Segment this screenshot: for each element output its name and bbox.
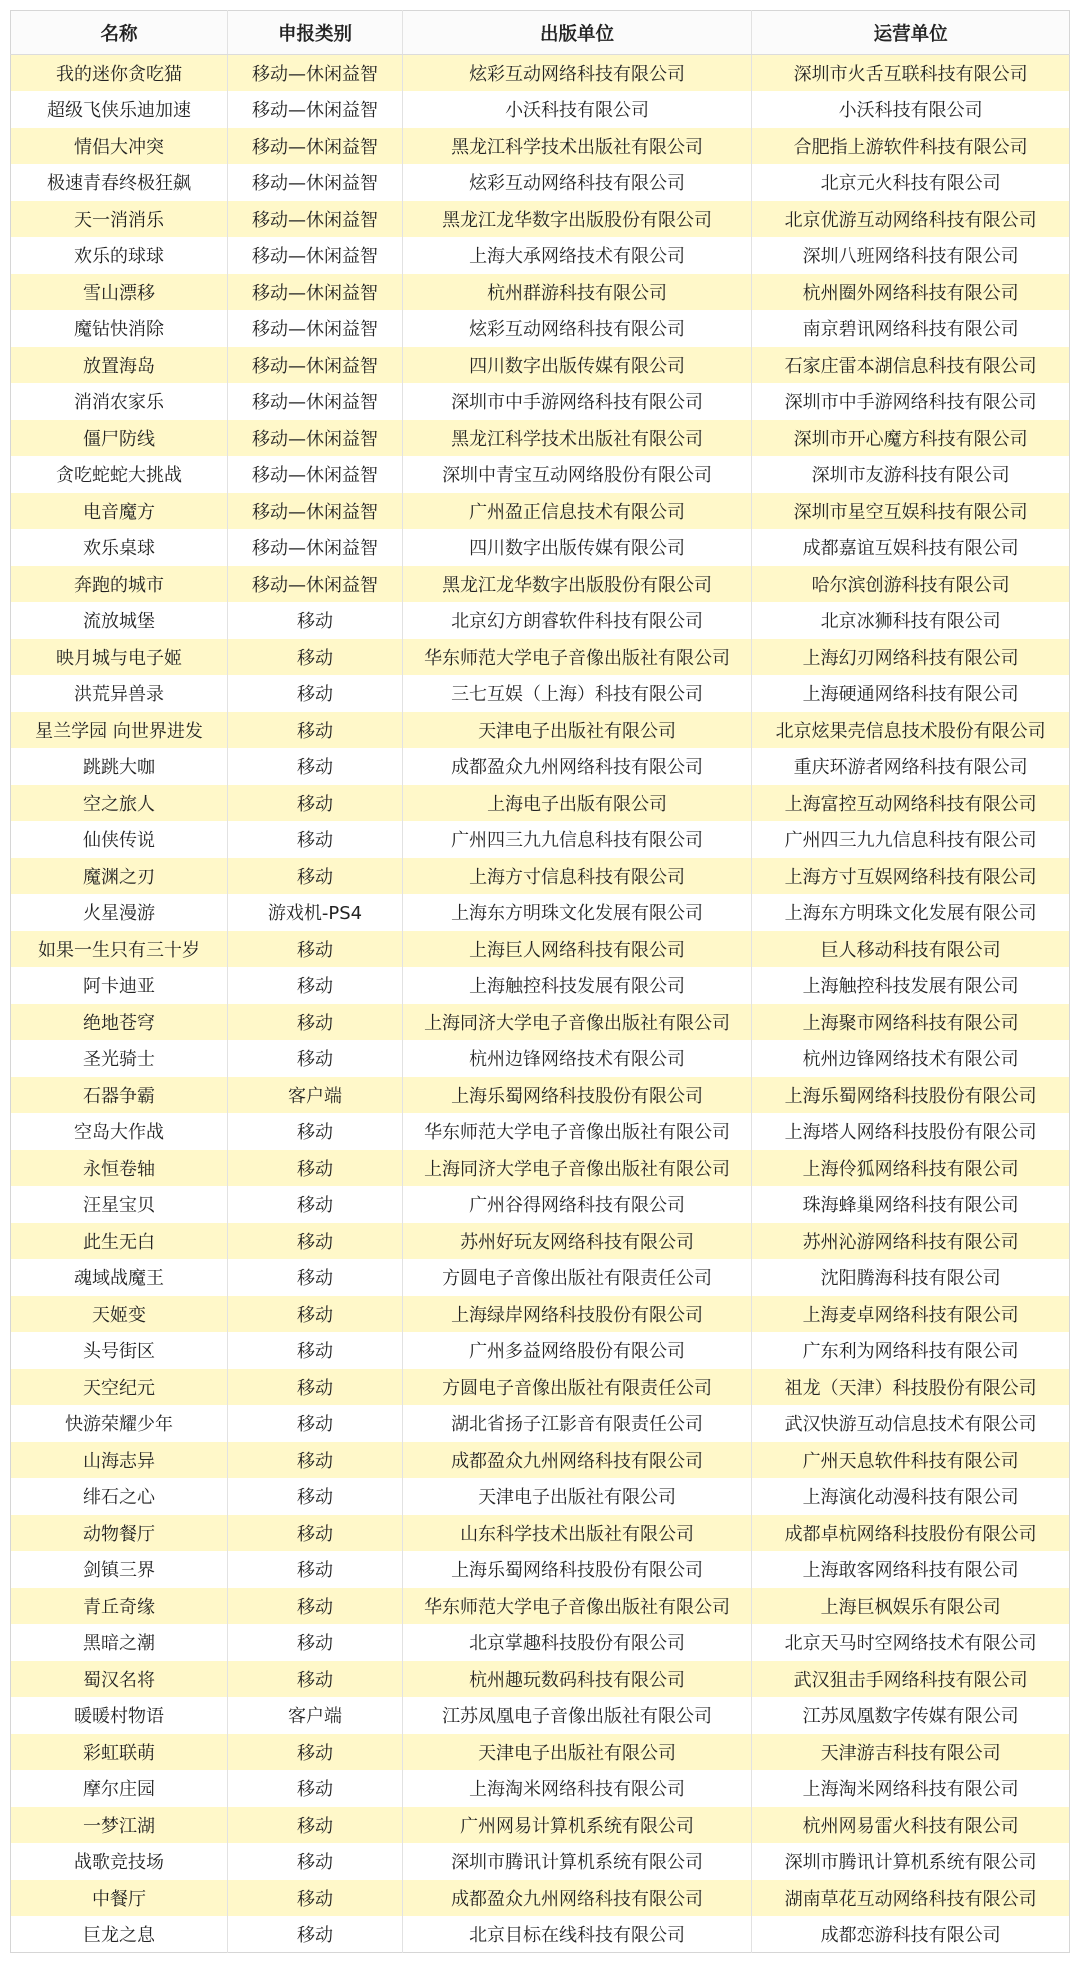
- cell-name: 天空纪元: [11, 1369, 228, 1406]
- cell-name: 汪星宝贝: [11, 1186, 228, 1223]
- table-row: [11, 1040, 1070, 1077]
- table-row: [11, 1186, 1070, 1223]
- cell-publisher: 天津电子出版社有限公司: [402, 712, 751, 749]
- cell-category: 移动—休闲益智: [228, 201, 403, 238]
- cell-name: 欢乐的球球: [11, 237, 228, 274]
- cell-operator: 珠海蜂巢网络科技有限公司: [752, 1186, 1070, 1223]
- table-row: [11, 274, 1070, 311]
- cell-category: 移动: [228, 1770, 403, 1807]
- cell-operator: 深圳市开心魔方科技有限公司: [752, 420, 1070, 457]
- cell-operator: 杭州圈外网络科技有限公司: [752, 274, 1070, 311]
- cell-category: 移动: [228, 639, 403, 676]
- cell-operator: 祖龙（天津）科技股份有限公司: [752, 1369, 1070, 1406]
- cell-publisher: 华东师范大学电子音像出版社有限公司: [402, 639, 751, 676]
- cell-name: 圣光骑士: [11, 1040, 228, 1077]
- table-row: [11, 1369, 1070, 1406]
- cell-operator: 南京碧讯网络科技有限公司: [752, 310, 1070, 347]
- table-row: [11, 748, 1070, 785]
- cell-name: 暖暖村物语: [11, 1697, 228, 1734]
- cell-category: 游戏机-PS4: [228, 894, 403, 931]
- cell-name: 奔跑的城市: [11, 566, 228, 603]
- cell-operator: 广州天息软件科技有限公司: [752, 1442, 1070, 1479]
- cell-operator: 广州四三九九信息科技有限公司: [752, 821, 1070, 858]
- cell-operator: 深圳市星空互娱科技有限公司: [752, 493, 1070, 530]
- cell-name: 战歌竞技场: [11, 1843, 228, 1880]
- table-row: [11, 310, 1070, 347]
- cell-category: 移动: [228, 1843, 403, 1880]
- cell-operator: 上海演化动漫科技有限公司: [752, 1478, 1070, 1515]
- cell-category: 移动: [228, 1624, 403, 1661]
- cell-operator: 北京元火科技有限公司: [752, 164, 1070, 201]
- cell-publisher: 湖北省扬子江影音有限责任公司: [402, 1405, 751, 1442]
- cell-category: 移动: [228, 1588, 403, 1625]
- table-row: [11, 1588, 1070, 1625]
- cell-publisher: 广州网易计算机系统有限公司: [402, 1807, 751, 1844]
- table-row: [11, 420, 1070, 457]
- cell-operator: 上海麦卓网络科技有限公司: [752, 1296, 1070, 1333]
- cell-name: 绯石之心: [11, 1478, 228, 1515]
- table-row: [11, 566, 1070, 603]
- cell-name: 如果一生只有三十岁: [11, 931, 228, 968]
- cell-operator: 上海东方明珠文化发展有限公司: [752, 894, 1070, 931]
- cell-name: 欢乐桌球: [11, 529, 228, 566]
- table-row: [11, 237, 1070, 274]
- cell-operator: 深圳市中手游网络科技有限公司: [752, 383, 1070, 420]
- table-row: [11, 1880, 1070, 1917]
- cell-operator: 杭州边锋网络技术有限公司: [752, 1040, 1070, 1077]
- cell-publisher: 上海电子出版有限公司: [402, 785, 751, 822]
- cell-category: 移动: [228, 858, 403, 895]
- table-row: [11, 1624, 1070, 1661]
- cell-category: 移动: [228, 1661, 403, 1698]
- cell-operator: 广东利为网络科技有限公司: [752, 1332, 1070, 1369]
- cell-operator: 湖南草花互动网络科技有限公司: [752, 1880, 1070, 1917]
- cell-name: 彩虹联萌: [11, 1734, 228, 1771]
- table-row: [11, 1296, 1070, 1333]
- cell-name: 雪山漂移: [11, 274, 228, 311]
- cell-name: 摩尔庄园: [11, 1770, 228, 1807]
- cell-publisher: 方圆电子音像出版社有限责任公司: [402, 1259, 751, 1296]
- cell-category: 移动: [228, 821, 403, 858]
- cell-operator: 成都恋游科技有限公司: [752, 1916, 1070, 1953]
- cell-operator: 小沃科技有限公司: [752, 91, 1070, 128]
- cell-operator: 上海乐蜀网络科技股份有限公司: [752, 1077, 1070, 1114]
- table-row: [11, 529, 1070, 566]
- cell-publisher: 山东科学技术出版社有限公司: [402, 1515, 751, 1552]
- cell-category: 移动: [228, 1296, 403, 1333]
- cell-category: 移动—休闲益智: [228, 164, 403, 201]
- table-row: [11, 1661, 1070, 1698]
- cell-name: 头号街区: [11, 1332, 228, 1369]
- cell-category: 移动: [228, 712, 403, 749]
- cell-operator: 上海幻刃网络科技有限公司: [752, 639, 1070, 676]
- cell-operator: 武汉狙击手网络科技有限公司: [752, 1661, 1070, 1698]
- cell-name: 魔渊之刃: [11, 858, 228, 895]
- cell-operator: 上海硬通网络科技有限公司: [752, 675, 1070, 712]
- game-approval-table: [10, 10, 1070, 1953]
- cell-name: 跳跳大咖: [11, 748, 228, 785]
- cell-publisher: 上海东方明珠文化发展有限公司: [402, 894, 751, 931]
- cell-name: 火星漫游: [11, 894, 228, 931]
- cell-category: 客户端: [228, 1697, 403, 1734]
- cell-publisher: 上海淘米网络科技有限公司: [402, 1770, 751, 1807]
- table-row: [11, 675, 1070, 712]
- table-row: [11, 1405, 1070, 1442]
- table-row: [11, 1551, 1070, 1588]
- cell-name: 山海志异: [11, 1442, 228, 1479]
- cell-operator: 上海塔人网络科技股份有限公司: [752, 1113, 1070, 1150]
- table-row: [11, 858, 1070, 895]
- table-row: [11, 1150, 1070, 1187]
- cell-category: 移动—休闲益智: [228, 55, 403, 92]
- cell-publisher: 杭州边锋网络技术有限公司: [402, 1040, 751, 1077]
- header-category: 申报类别: [228, 11, 403, 55]
- cell-publisher: 杭州群游科技有限公司: [402, 274, 751, 311]
- cell-publisher: 上海乐蜀网络科技股份有限公司: [402, 1077, 751, 1114]
- cell-publisher: 成都盈众九州网络科技有限公司: [402, 1442, 751, 1479]
- table-row: [11, 1807, 1070, 1844]
- cell-publisher: 成都盈众九州网络科技有限公司: [402, 748, 751, 785]
- cell-name: 阿卡迪亚: [11, 967, 228, 1004]
- cell-category: 移动: [228, 1113, 403, 1150]
- cell-publisher: 北京掌趣科技股份有限公司: [402, 1624, 751, 1661]
- cell-name: 黑暗之潮: [11, 1624, 228, 1661]
- cell-publisher: 华东师范大学电子音像出版社有限公司: [402, 1588, 751, 1625]
- cell-category: 移动: [228, 1040, 403, 1077]
- cell-name: 一梦江湖: [11, 1807, 228, 1844]
- cell-operator: 深圳市火舌互联科技有限公司: [752, 55, 1070, 92]
- cell-operator: 上海富控互动网络科技有限公司: [752, 785, 1070, 822]
- table-row: [11, 1077, 1070, 1114]
- cell-category: 移动: [228, 931, 403, 968]
- table-row: [11, 493, 1070, 530]
- cell-name: 映月城与电子姬: [11, 639, 228, 676]
- cell-operator: 武汉快游互动信息技术有限公司: [752, 1405, 1070, 1442]
- cell-name: 空之旅人: [11, 785, 228, 822]
- cell-category: 移动—休闲益智: [228, 237, 403, 274]
- cell-operator: 江苏凤凰数字传媒有限公司: [752, 1697, 1070, 1734]
- table-row: [11, 967, 1070, 1004]
- cell-name: 绝地苍穹: [11, 1004, 228, 1041]
- cell-operator: 北京炫果壳信息技术股份有限公司: [752, 712, 1070, 749]
- cell-operator: 深圳市腾讯计算机系统有限公司: [752, 1843, 1070, 1880]
- table-row: [11, 1113, 1070, 1150]
- cell-name: 僵尸防线: [11, 420, 228, 457]
- cell-publisher: 深圳市腾讯计算机系统有限公司: [402, 1843, 751, 1880]
- cell-category: 移动: [228, 967, 403, 1004]
- cell-name: 天姬变: [11, 1296, 228, 1333]
- cell-publisher: 上海触控科技发展有限公司: [402, 967, 751, 1004]
- cell-operator: 重庆环游者网络科技有限公司: [752, 748, 1070, 785]
- table-row: [11, 347, 1070, 384]
- cell-publisher: 北京幻方朗睿软件科技有限公司: [402, 602, 751, 639]
- cell-operator: 深圳八班网络科技有限公司: [752, 237, 1070, 274]
- cell-publisher: 成都盈众九州网络科技有限公司: [402, 1880, 751, 1917]
- cell-publisher: 北京目标在线科技有限公司: [402, 1916, 751, 1953]
- cell-category: 移动: [228, 785, 403, 822]
- cell-category: 移动: [228, 1880, 403, 1917]
- cell-category: 移动: [228, 1405, 403, 1442]
- cell-name: 洪荒异兽录: [11, 675, 228, 712]
- cell-category: 移动: [228, 1551, 403, 1588]
- cell-name: 超级飞侠乐迪加速: [11, 91, 228, 128]
- cell-category: 移动: [228, 1478, 403, 1515]
- cell-operator: 石家庄雷本湖信息科技有限公司: [752, 347, 1070, 384]
- cell-publisher: 上海巨人网络科技有限公司: [402, 931, 751, 968]
- cell-name: 情侣大冲突: [11, 128, 228, 165]
- cell-publisher: 华东师范大学电子音像出版社有限公司: [402, 1113, 751, 1150]
- cell-name: 贪吃蛇蛇大挑战: [11, 456, 228, 493]
- table-row: [11, 201, 1070, 238]
- table-row: [11, 456, 1070, 493]
- cell-publisher: 黑龙江龙华数字出版股份有限公司: [402, 201, 751, 238]
- cell-category: 移动—休闲益智: [228, 529, 403, 566]
- table-row: [11, 712, 1070, 749]
- cell-category: 移动: [228, 675, 403, 712]
- cell-category: 移动: [228, 1004, 403, 1041]
- cell-publisher: 上海方寸信息科技有限公司: [402, 858, 751, 895]
- cell-category: 移动: [228, 1515, 403, 1552]
- cell-operator: 深圳市友游科技有限公司: [752, 456, 1070, 493]
- cell-name: 青丘奇缘: [11, 1588, 228, 1625]
- cell-operator: 杭州网易雷火科技有限公司: [752, 1807, 1070, 1844]
- cell-operator: 北京优游互动网络科技有限公司: [752, 201, 1070, 238]
- cell-publisher: 黑龙江科学技术出版社有限公司: [402, 420, 751, 457]
- cell-name: 蜀汉名将: [11, 1661, 228, 1698]
- cell-category: 移动: [228, 1259, 403, 1296]
- cell-publisher: 上海绿岸网络科技股份有限公司: [402, 1296, 751, 1333]
- table-row: [11, 639, 1070, 676]
- cell-category: 移动—休闲益智: [228, 310, 403, 347]
- cell-publisher: 广州谷得网络科技有限公司: [402, 1186, 751, 1223]
- cell-category: 移动: [228, 1150, 403, 1187]
- cell-operator: 上海聚市网络科技有限公司: [752, 1004, 1070, 1041]
- cell-operator: 上海触控科技发展有限公司: [752, 967, 1070, 1004]
- table-row: [11, 1770, 1070, 1807]
- cell-publisher: 广州四三九九信息科技有限公司: [402, 821, 751, 858]
- table-row: [11, 1259, 1070, 1296]
- cell-publisher: 天津电子出版社有限公司: [402, 1478, 751, 1515]
- table-row: [11, 821, 1070, 858]
- cell-name: 魔钻快消除: [11, 310, 228, 347]
- cell-publisher: 天津电子出版社有限公司: [402, 1734, 751, 1771]
- cell-operator: 上海敢客网络科技有限公司: [752, 1551, 1070, 1588]
- cell-name: 石器争霸: [11, 1077, 228, 1114]
- cell-name: 电音魔方: [11, 493, 228, 530]
- cell-operator: 苏州沁游网络科技有限公司: [752, 1223, 1070, 1260]
- cell-category: 移动—休闲益智: [228, 383, 403, 420]
- cell-category: 移动: [228, 602, 403, 639]
- table-row: [11, 1004, 1070, 1041]
- cell-publisher: 广州多益网络股份有限公司: [402, 1332, 751, 1369]
- cell-operator: 上海淘米网络科技有限公司: [752, 1770, 1070, 1807]
- cell-operator: 天津游吉科技有限公司: [752, 1734, 1070, 1771]
- cell-category: 移动: [228, 1332, 403, 1369]
- cell-publisher: 小沃科技有限公司: [402, 91, 751, 128]
- cell-name: 此生无白: [11, 1223, 228, 1260]
- cell-name: 中餐厅: [11, 1880, 228, 1917]
- cell-publisher: 上海同济大学电子音像出版社有限公司: [402, 1004, 751, 1041]
- cell-category: 移动—休闲益智: [228, 493, 403, 530]
- cell-category: 移动—休闲益智: [228, 274, 403, 311]
- cell-publisher: 杭州趣玩数码科技有限公司: [402, 1661, 751, 1698]
- cell-name: 仙侠传说: [11, 821, 228, 858]
- cell-publisher: 四川数字出版传媒有限公司: [402, 529, 751, 566]
- header-row: [11, 11, 1070, 55]
- cell-name: 巨龙之息: [11, 1916, 228, 1953]
- cell-category: 移动: [228, 1186, 403, 1223]
- cell-publisher: 深圳市中手游网络科技有限公司: [402, 383, 751, 420]
- cell-category: 移动—休闲益智: [228, 128, 403, 165]
- cell-operator: 成都卓杭网络科技股份有限公司: [752, 1515, 1070, 1552]
- cell-category: 移动: [228, 1442, 403, 1479]
- table-row: [11, 1332, 1070, 1369]
- cell-operator: 沈阳腾海科技有限公司: [752, 1259, 1070, 1296]
- cell-name: 动物餐厅: [11, 1515, 228, 1552]
- cell-name: 剑镇三界: [11, 1551, 228, 1588]
- cell-publisher: 江苏凤凰电子音像出版社有限公司: [402, 1697, 751, 1734]
- table-row: [11, 1515, 1070, 1552]
- cell-publisher: 炫彩互动网络科技有限公司: [402, 310, 751, 347]
- header-operator: 运营单位: [752, 11, 1070, 55]
- table-row: [11, 1843, 1070, 1880]
- cell-category: 移动: [228, 1807, 403, 1844]
- cell-category: 移动: [228, 1734, 403, 1771]
- cell-name: 流放城堡: [11, 602, 228, 639]
- cell-publisher: 黑龙江科学技术出版社有限公司: [402, 128, 751, 165]
- cell-category: 移动—休闲益智: [228, 420, 403, 457]
- cell-category: 客户端: [228, 1077, 403, 1114]
- cell-name: 永恒卷轴: [11, 1150, 228, 1187]
- table-row: [11, 164, 1070, 201]
- cell-publisher: 深圳中青宝互动网络股份有限公司: [402, 456, 751, 493]
- table-body: [11, 55, 1070, 1953]
- table-row: [11, 785, 1070, 822]
- cell-category: 移动—休闲益智: [228, 456, 403, 493]
- cell-operator: 哈尔滨创游科技有限公司: [752, 566, 1070, 603]
- table-row: [11, 55, 1070, 92]
- table-row: [11, 931, 1070, 968]
- cell-name: 星兰学园 向世界进发: [11, 712, 228, 749]
- cell-publisher: 三七互娱（上海）科技有限公司: [402, 675, 751, 712]
- cell-operator: 成都嘉谊互娱科技有限公司: [752, 529, 1070, 566]
- table-row: [11, 1223, 1070, 1260]
- cell-name: 放置海岛: [11, 347, 228, 384]
- cell-publisher: 上海同济大学电子音像出版社有限公司: [402, 1150, 751, 1187]
- cell-publisher: 四川数字出版传媒有限公司: [402, 347, 751, 384]
- cell-name: 魂域战魔王: [11, 1259, 228, 1296]
- cell-name: 我的迷你贪吃猫: [11, 55, 228, 92]
- header-publisher: 出版单位: [402, 11, 751, 55]
- cell-operator: 上海巨枫娱乐有限公司: [752, 1588, 1070, 1625]
- cell-name: 消消农家乐: [11, 383, 228, 420]
- cell-name: 空岛大作战: [11, 1113, 228, 1150]
- table-row: [11, 91, 1070, 128]
- cell-publisher: 炫彩互动网络科技有限公司: [402, 55, 751, 92]
- cell-operator: 上海伶狐网络科技有限公司: [752, 1150, 1070, 1187]
- cell-publisher: 广州盈正信息技术有限公司: [402, 493, 751, 530]
- table-header: [11, 11, 1070, 55]
- cell-category: 移动—休闲益智: [228, 566, 403, 603]
- table-row: [11, 894, 1070, 931]
- table-row: [11, 1697, 1070, 1734]
- cell-category: 移动—休闲益智: [228, 91, 403, 128]
- cell-publisher: 上海大承网络技术有限公司: [402, 237, 751, 274]
- table-row: [11, 602, 1070, 639]
- cell-category: 移动: [228, 748, 403, 785]
- header-name: 名称: [11, 11, 228, 55]
- cell-publisher: 上海乐蜀网络科技股份有限公司: [402, 1551, 751, 1588]
- table-row: [11, 128, 1070, 165]
- cell-category: 移动: [228, 1916, 403, 1953]
- cell-category: 移动: [228, 1369, 403, 1406]
- cell-publisher: 方圆电子音像出版社有限责任公司: [402, 1369, 751, 1406]
- cell-publisher: 苏州好玩友网络科技有限公司: [402, 1223, 751, 1260]
- cell-operator: 上海方寸互娱网络科技有限公司: [752, 858, 1070, 895]
- table-row: [11, 1478, 1070, 1515]
- cell-operator: 北京天马时空网络技术有限公司: [752, 1624, 1070, 1661]
- cell-name: 快游荣耀少年: [11, 1405, 228, 1442]
- table-row: [11, 1734, 1070, 1771]
- cell-operator: 合肥指上游软件科技有限公司: [752, 128, 1070, 165]
- table-row: [11, 1442, 1070, 1479]
- cell-name: 天一消消乐: [11, 201, 228, 238]
- cell-operator: 北京冰狮科技有限公司: [752, 602, 1070, 639]
- cell-publisher: 黑龙江龙华数字出版股份有限公司: [402, 566, 751, 603]
- cell-name: 极速青春终极狂飙: [11, 164, 228, 201]
- cell-operator: 巨人移动科技有限公司: [752, 931, 1070, 968]
- cell-category: 移动: [228, 1223, 403, 1260]
- table-row: [11, 383, 1070, 420]
- table-row: [11, 1916, 1070, 1953]
- cell-category: 移动—休闲益智: [228, 347, 403, 384]
- cell-publisher: 炫彩互动网络科技有限公司: [402, 164, 751, 201]
